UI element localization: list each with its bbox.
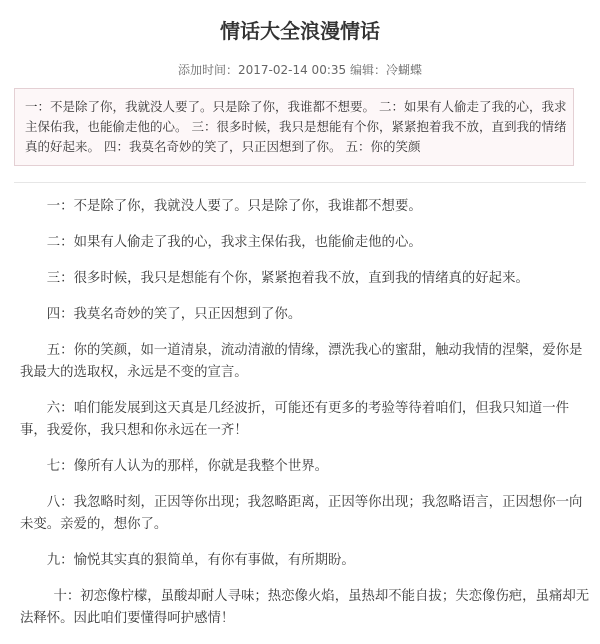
- meta-date: 2017-02-14 00:35: [238, 63, 347, 77]
- article-summary: 一：不是除了你，我就没人要了。只是除了你，我谁都不想要。 二：如果有人偷走了我的心，我求主保佑我，也能偷走他的心。 三：很多时候，我只是想能有个你，紧紧抱着我不放，直到我的情绪真的好起来。 四：我莫名奇妙的笑了，只正因想到了你。 五：你的笑颜: [14, 88, 574, 166]
- article-meta: [0, 62, 600, 78]
- meta-editor-label: 编辑：: [349, 63, 386, 77]
- paragraph: 四：我莫名奇妙的笑了，只正因想到了你。: [46, 307, 302, 322]
- article-title: 情话大全浪漫情话: [220, 19, 380, 43]
- meta-editor: 冷蝴蝶: [385, 63, 422, 77]
- paragraph: 九：愉悦其实真的狠简单，有你有事做，有所期盼。: [46, 553, 355, 568]
- paragraph: 六：咱们能发展到这天真是几经波折，可能还有更多的考验等待着咱们，但我只知道一件事，我爱你，我只想和你永远在一齐！: [20, 401, 570, 438]
- divider: [14, 182, 586, 183]
- paragraph: 二：如果有人偷走了我的心，我求主保佑我，也能偷走他的心。: [46, 235, 422, 250]
- paragraph: 十：初恋像柠檬，虽酸却耐人寻味；热恋像火焰，虽热却不能自拔；失恋像伤疤，虽痛却无法释怀。因此咱们要懂得呵护感情！: [20, 589, 590, 626]
- paragraph: 一：不是除了你，我就没人要了。只是除了你，我谁都不想要。: [46, 199, 422, 214]
- article-content: [20, 196, 590, 644]
- paragraph: 七：像所有人认为的那样，你就是我整个世界。: [46, 459, 328, 474]
- meta-added-label: 添加时间：: [177, 63, 238, 77]
- paragraph: 三：很多时候，我只是想能有个你，紧紧抱着我不放，直到我的情绪真的好起来。: [46, 271, 529, 286]
- paragraph: 八：我忽略时刻，正因等你出现；我忽略距离，正因等你出现；我忽略语言，正因想你一向未变。亲爱的，想你了。: [20, 495, 583, 532]
- paragraph: 五：你的笑颜，如一道清泉，流动清澈的情缘，漂洗我心的蜜甜，触动我情的涅槃，爱你是我最大的选取权，永远是不变的宣言。: [20, 343, 583, 380]
